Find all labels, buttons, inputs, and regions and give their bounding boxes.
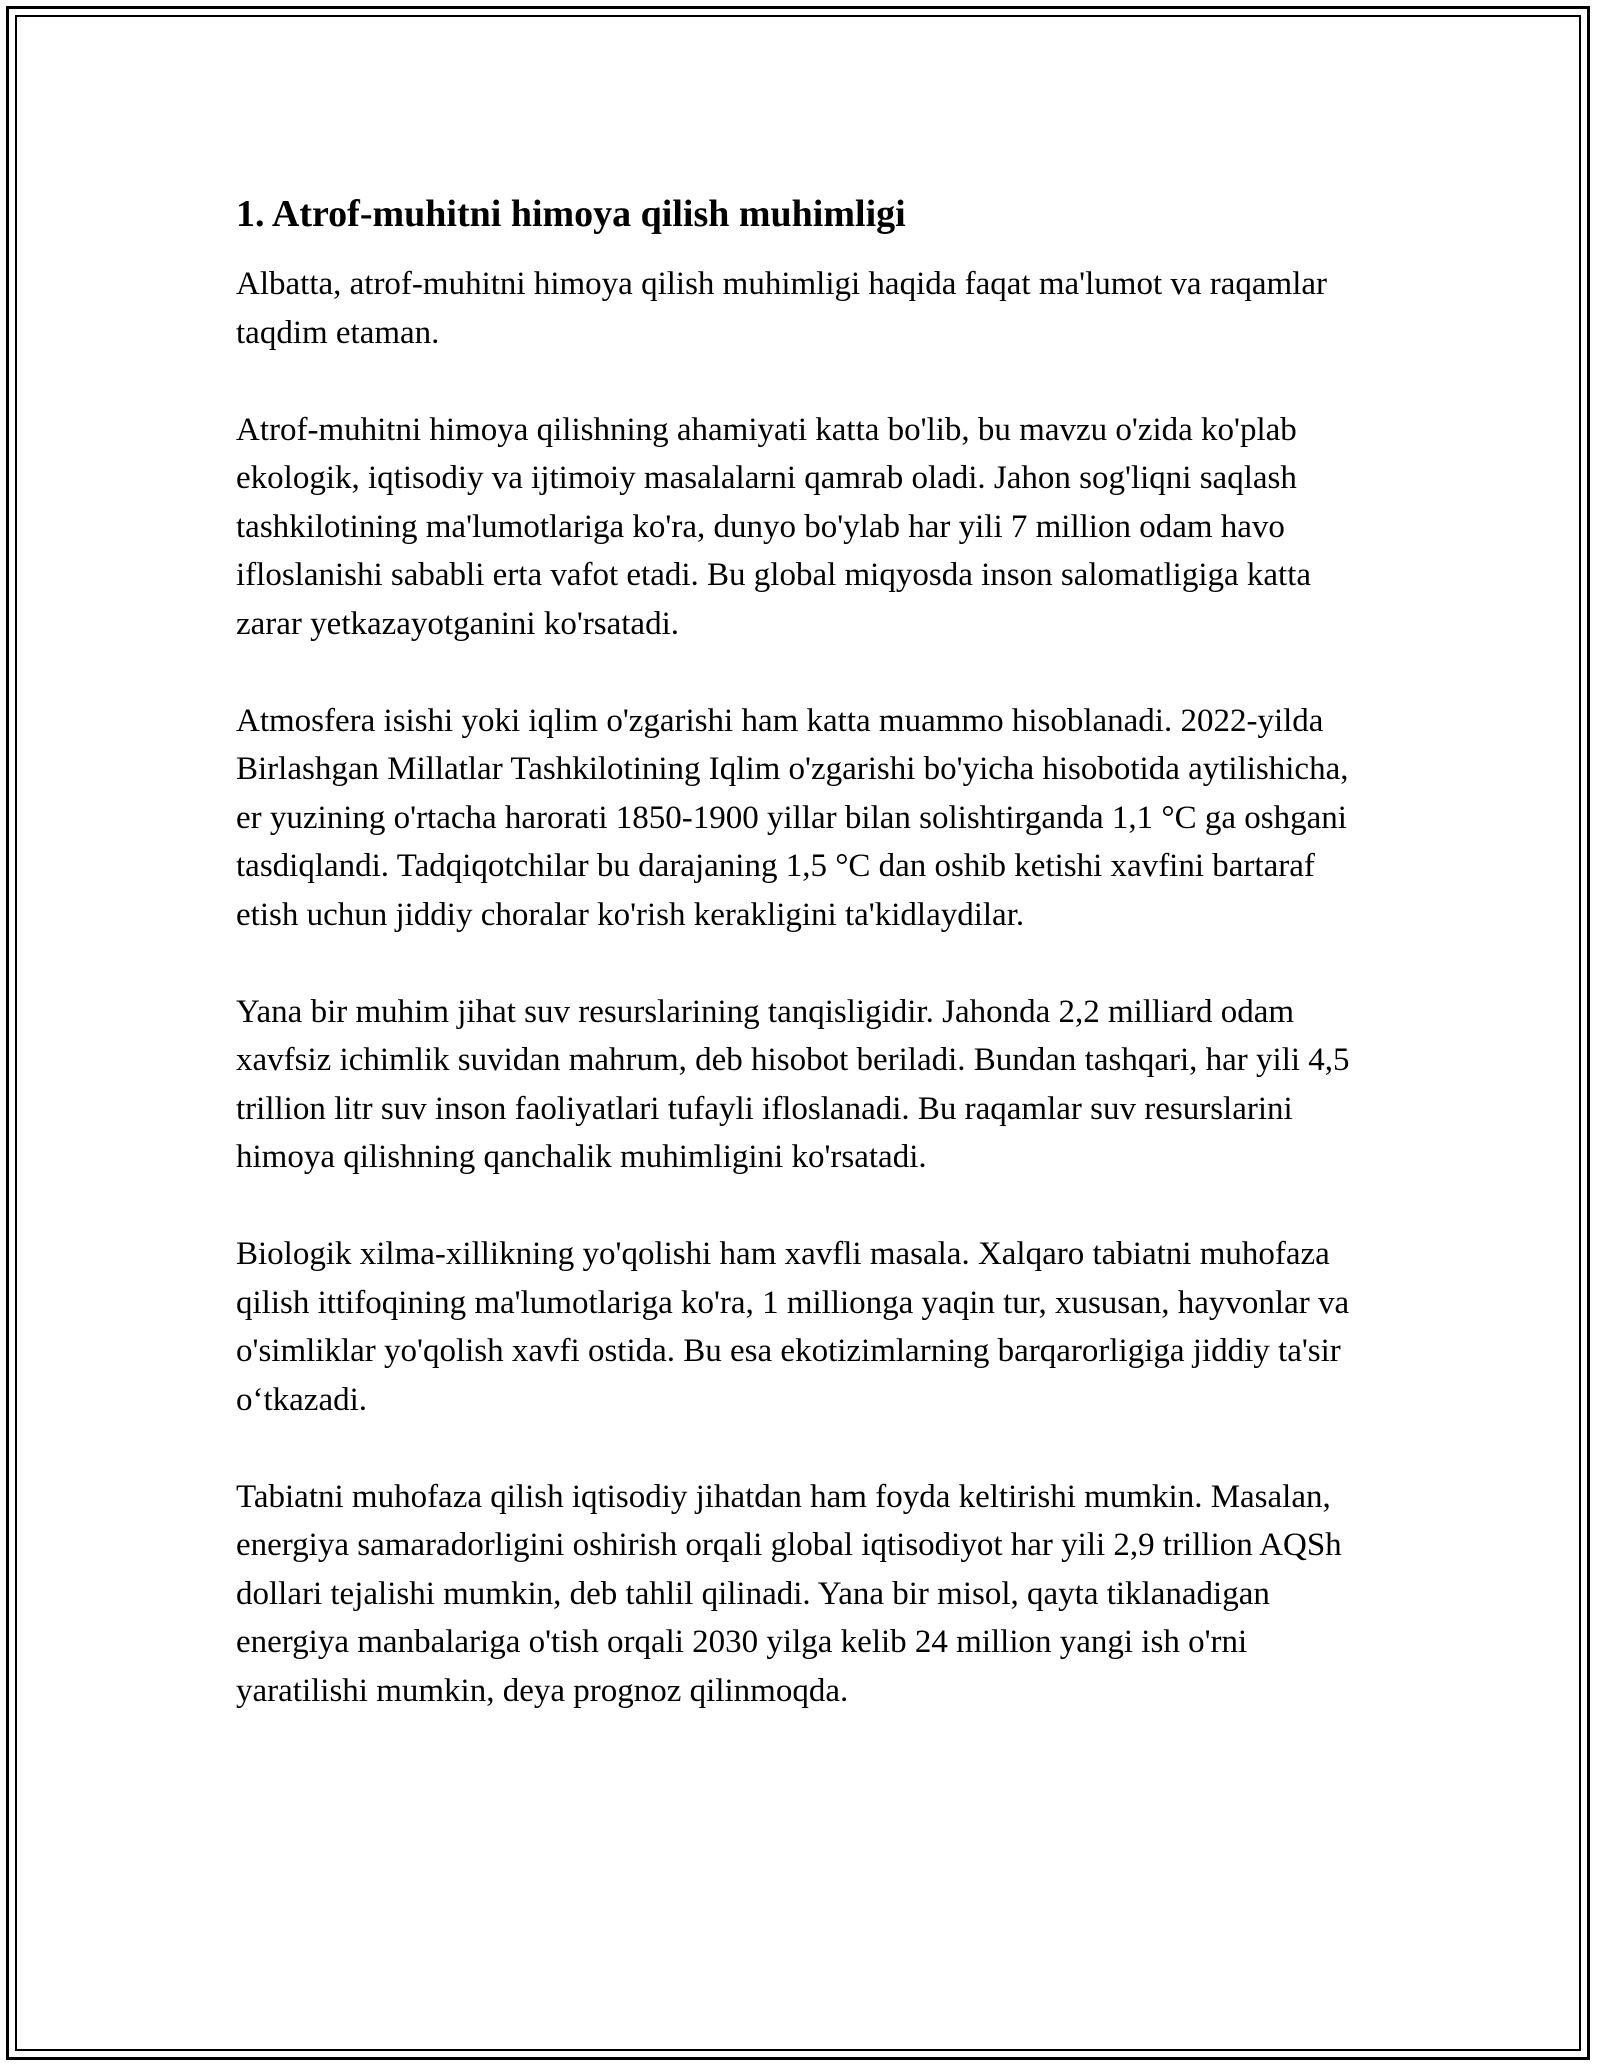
document-title: 1. Atrof-muhitni himoya qilish muhimligi bbox=[236, 193, 906, 235]
document-body bbox=[236, 190, 1366, 1764]
paragraph-water-resources: Yana bir muhim jihat suv resurslarining tanqisligidir. Jahonda 2,2 milliard odam xavfsiz ichimlik suvidan mahrum, deb hisobot beriladi. Bundan tashqari, har yili 4,5 trillion litr suv inson faoliyatlari tufayli ifloslanadi. Bu raqamlar suv resurslarini himoya qilishning qanchalik muhimligini ko'rsatadi. bbox=[236, 993, 1350, 1175]
paragraph-biodiversity: Biologik xilma-xillikning yo'qolishi ham xavfli masala. Xalqaro tabiatni muhofaza qilish ittifoqining ma'lumotlariga ko'ra, 1 millionga yaqin tur, xususan, hayvonlar va o'simliklar yo'qolish xavfi ostida. Bu esa ekotizimlarning barqarorligiga jiddiy ta'sir o‘tkazadi. bbox=[236, 1236, 1350, 1418]
paragraph-intro: Albatta, atrof-muhitni himoya qilish muhimligi haqida faqat ma'lumot va raqamlar taqdim etaman. bbox=[236, 266, 1328, 351]
paragraph-economic-benefits: Tabiatni muhofaza qilish iqtisodiy jihatdan ham foyda keltirishi mumkin. Masalan, energiya samaradorligini oshirish orqali global iqtisodiyot har yili 2,9 trillion AQSh dollari tejalishi mumkin, deb tahlil qilinadi. Yana bir misol, qayta tiklanadigan energiya manbalariga o'tish orqali 2030 yilga kelib 24 million yangi ish o'rni yaratilishi mumkin, deya prognoz qilinmoqda. bbox=[236, 1478, 1342, 1709]
paragraph-climate-change: Atmosfera isishi yoki iqlim o'zgarishi ham katta muammo hisoblanadi. 2022-yilda Birlashgan Millatlar Tashkilotining Iqlim o'zgarishi bo'yicha hisobotida aytilishicha, er yuzining o'rtacha harorati 1850-1900 yillar bilan solishtirganda 1,1 °C ga oshgani tasdiqlandi. Tadqiqotchilar bu darajaning 1,5 °C dan oshib ketishi xavfini bartaraf etish uchun jiddiy choralar ko'rish kerakligini ta'kidlaydilar. bbox=[236, 702, 1349, 933]
paragraph-air-pollution: Atrof-muhitni himoya qilishning ahamiyati katta bo'lib, bu mavzu o'zida ko'plab ekologik, iqtisodiy va ijtimoiy masalalarni qamrab oladi. Jahon sog'liqni saqlash tashkilotining ma'lumotlariga ko'ra, dunyo bo'ylab har yili 7 million odam havo ifloslanishi sababli erta vafot etadi. Bu global miqyosda inson salomatligiga katta zarar yetkazayotganini ko'rsatadi. bbox=[236, 411, 1312, 642]
